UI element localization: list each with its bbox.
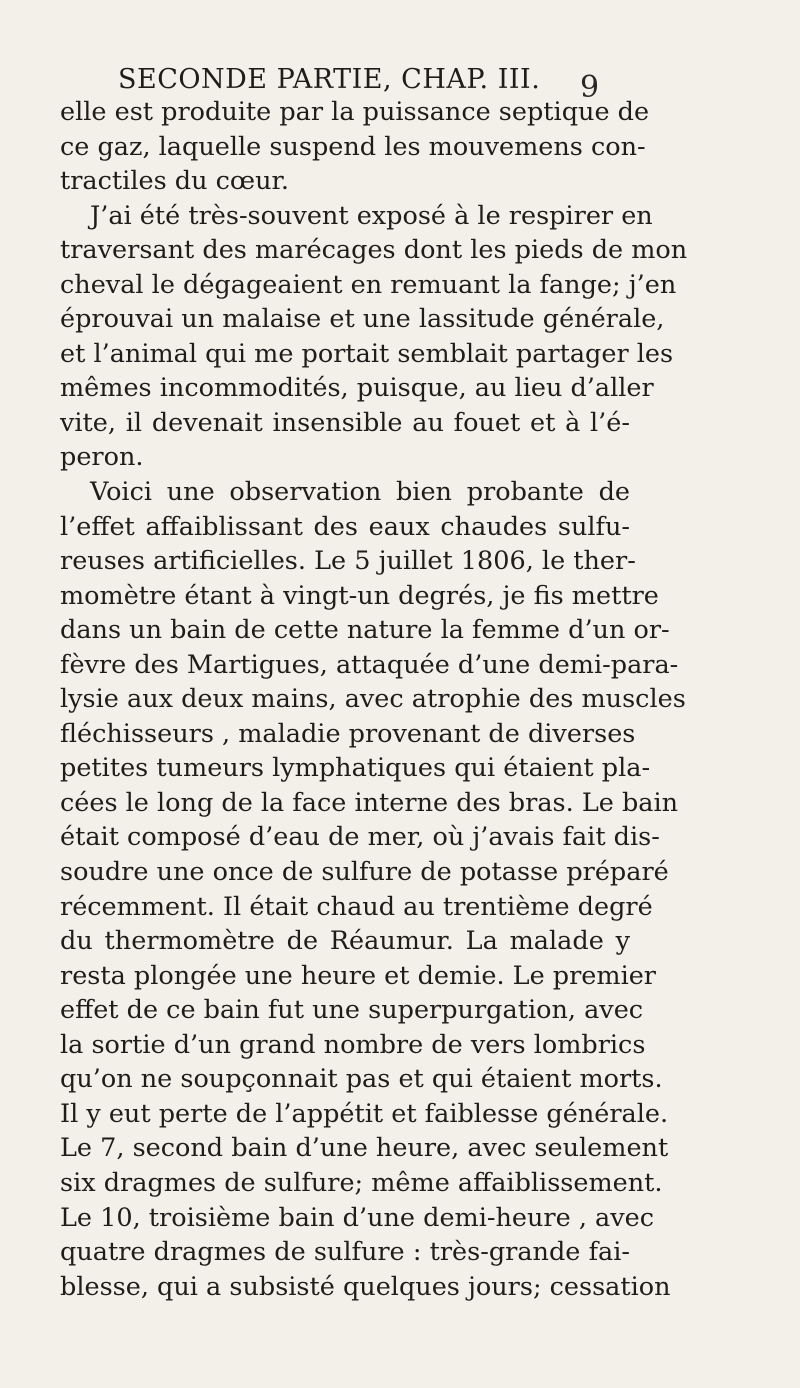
text-line: dans un bain de cette nature la femme d’un or- [60, 615, 670, 646]
text-line: vite, il devenait insensible au fouet et à l’é- [60, 407, 630, 438]
text-line: lysie aux deux mains, avec atrophie des muscles [60, 684, 686, 715]
running-head [0, 60, 800, 105]
text-line: ce gaz, laquelle suspend les mouvemens con- [60, 131, 646, 162]
text-line: la sortie d’un grand nombre de vers lombrics [60, 1029, 646, 1060]
text-line: tractiles du cœur. [60, 166, 290, 197]
text-line: traversant des marécages dont les pieds de mon [60, 235, 688, 266]
text-line: Le 7, second bain d’une heure, avec seulement [60, 1133, 669, 1164]
text-line: cheval le dégageaient en remuant la fange; j’en [60, 269, 677, 300]
text-line: Le 10, troisième bain d’une demi-heure , avec [60, 1202, 655, 1233]
text-line: mêmes incommodités, puisque, au lieu d’aller [60, 373, 654, 404]
body-text [60, 95, 688, 1304]
text-line: peron. [60, 442, 144, 473]
text-line: l’effet affaiblissant des eaux chaudes sulfu- [60, 511, 630, 542]
text-line: petites tumeurs lymphatiques qui étaient pla- [60, 753, 651, 784]
text-line: fléchisseurs , maladie provenant de diverses [60, 718, 636, 749]
text-line: et l’animal qui me portait semblait partager les [60, 338, 674, 369]
text-line: soudre une once de sulfure de potasse préparé [60, 857, 669, 888]
text-line: momètre étant à vingt-un degrés, je fis mettre [60, 580, 659, 611]
text-line: elle est produite par la puissance septique de [60, 97, 650, 127]
text-line: J’ai été très-souvent exposé à le respirer en [90, 200, 653, 231]
text-line: récemment. Il était chaud au trentième degré [60, 891, 653, 922]
page-number: 9 [580, 70, 600, 105]
text-line: blesse, qui a subsisté quelques jours; cessation [60, 1271, 671, 1302]
text-line: cées le long de la face interne des bras. Le bain [60, 787, 679, 818]
text-line: qu’on ne soupçonnait pas et qui étaient morts. [60, 1064, 663, 1095]
text-line: était composé d’eau de mer, où j’avais fait dis- [60, 822, 660, 853]
text-line: du thermomètre de Réaumur. La malade y [60, 926, 630, 957]
text-line: Voici une observation bien probante de [90, 477, 630, 508]
text-line: fèvre des Martigues, attaquée d’une demi-para- [60, 649, 679, 680]
text-line: resta plongée une heure et demie. Le premier [60, 960, 657, 991]
text-line: six dragmes de sulfure; même affaiblissement. [60, 1167, 663, 1198]
text-line: Il y eut perte de l’appétit et faiblesse générale. [60, 1098, 669, 1129]
text-line: effet de ce bain fut une superpurgation, avec [60, 995, 644, 1026]
text-line: quatre dragmes de sulfure : très-grande fai- [60, 1237, 630, 1268]
text-line: reuses artificielles. Le 5 juillet 1806, le ther- [60, 546, 636, 577]
text-line: éprouvai un malaise et une lassitude générale, [60, 304, 665, 335]
running-head-title: SECONDE PARTIE, CHAP. III. [118, 64, 541, 95]
